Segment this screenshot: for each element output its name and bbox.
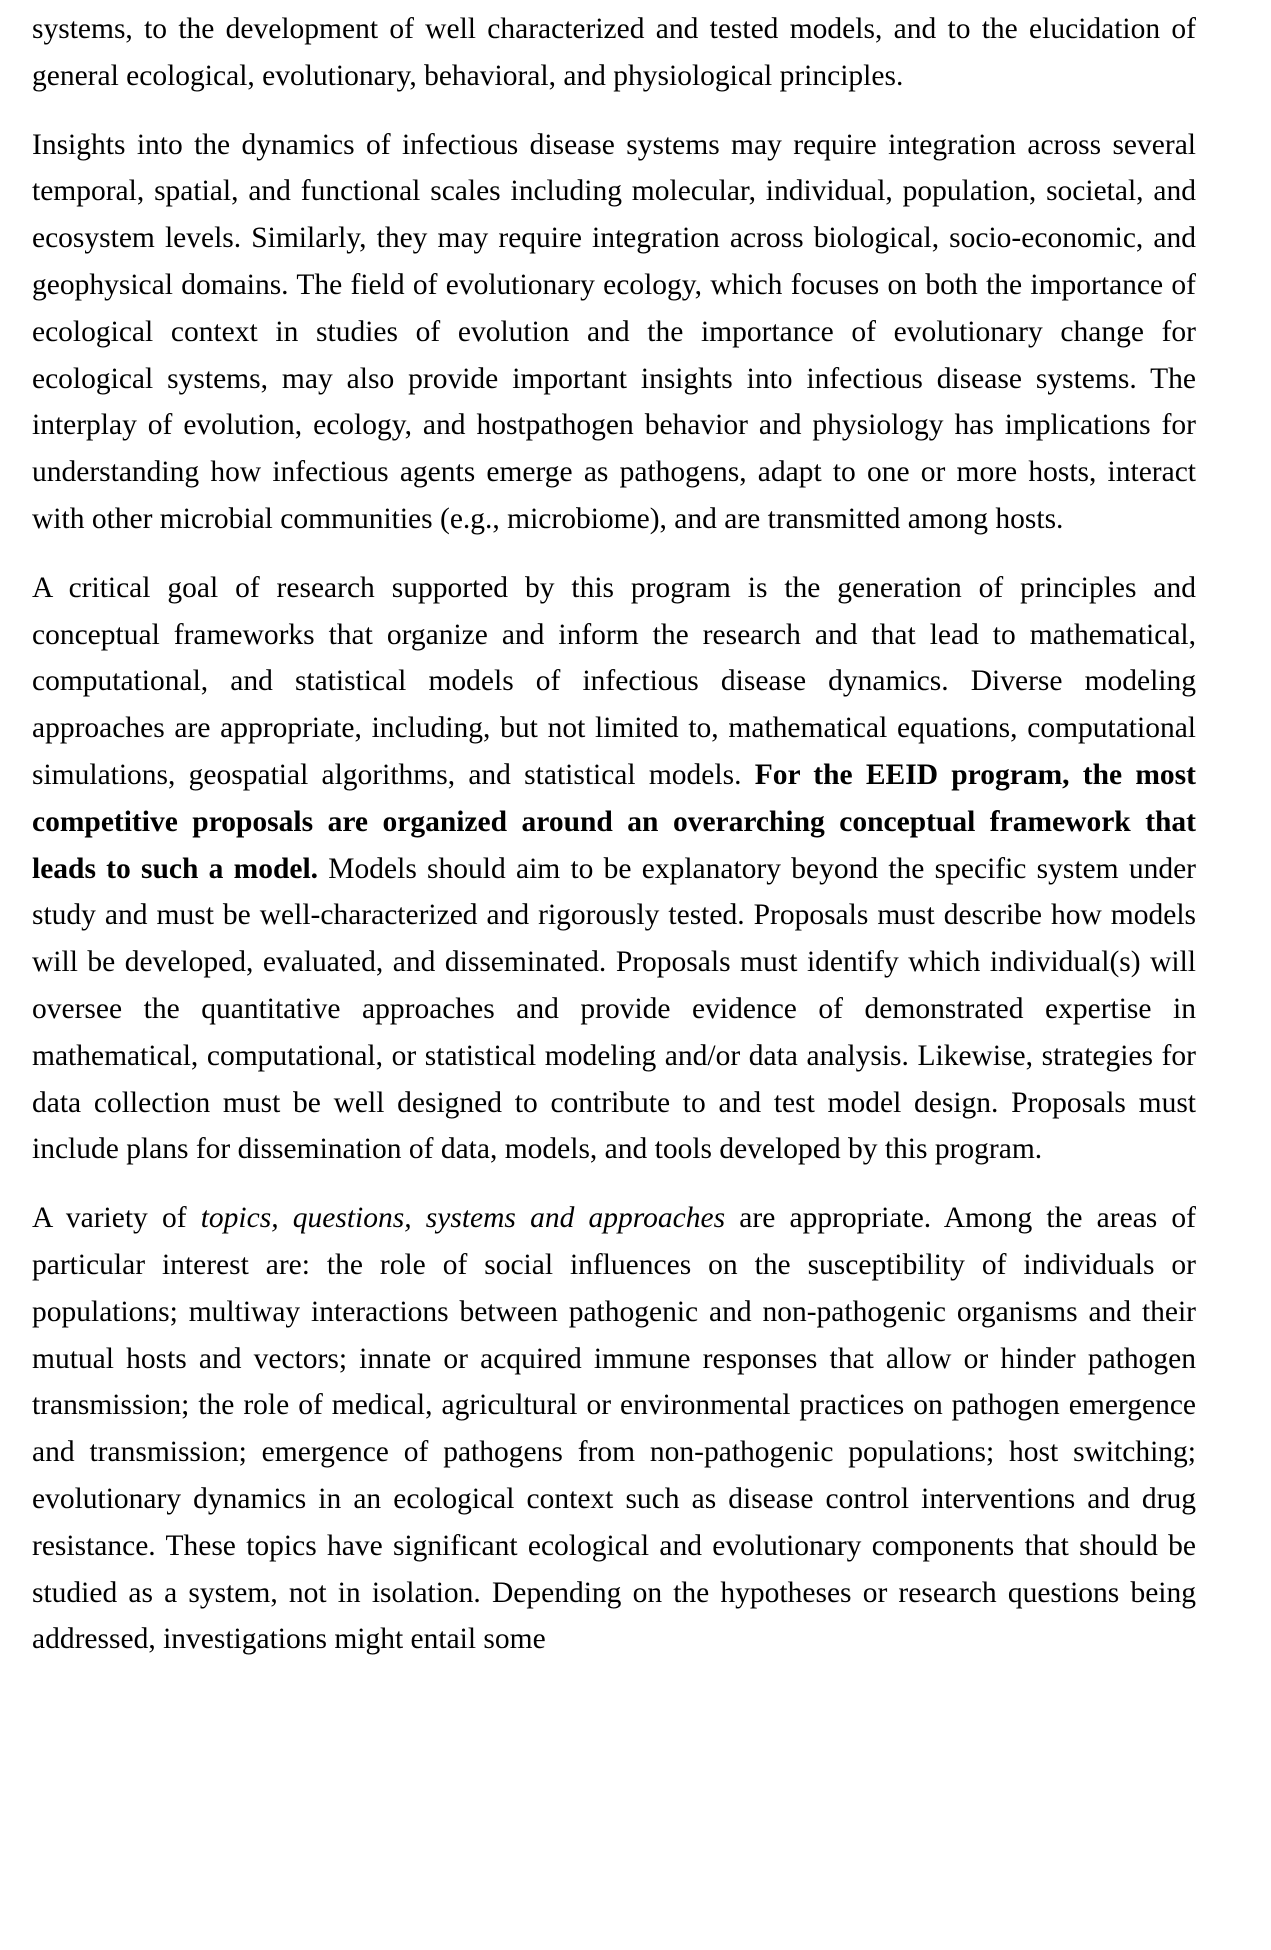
paragraph-text: Insights into the dynamics of infectious disease systems may require integration across several temporal, spatial, and functional scales including molecular, individual, population, societal, and ecosystem levels. Similarly, they may require integration across biological, socio-economic, and geophysical domains. The field of evolutionary ecology, which focuses on both the importance of ecological context in studies of evolution and the importance of evolutionary change for ecological systems, may also provide important insights into infectious disease systems. The interplay of evolution, ecology, and hostpathogen behavior and physiology has implications for understanding how infectious agents emerge as pathogens, adapt to one or more hosts, interact with other microbial communities (e.g., microbiome), and are transmitted among hosts. [32,128,1196,535]
paragraph-text: A variety of [32,1202,201,1235]
paragraph-insights [32,122,1196,543]
paragraph-topics [32,1195,1196,1663]
paragraph-italic-emphasis: topics, questions, systems and approaches [200,1202,726,1235]
paragraph-text: are appropriate. Among the areas of particular interest are: the role of social influences on the susceptibility of individuals or populations; multiway interactions between pathogenic and non-pathogenic organisms and their mutual hosts and vectors; innate or acquired immune responses that allow or hinder pathogen transmission; the role of medical, agricultural or environmental practices on pathogen emergence and transmission; emergence of pathogens from non-pathogenic populations; host switching; evolutionary dynamics in an ecological context such as disease control interventions and drug resistance. These topics have significant ecological and evolutionary components that should be studied as a system, not in isolation. Depending on the hypotheses or research questions being addressed, investigations might entail some [32,1202,1197,1656]
paragraph-text: systems, to the development of well characterized and tested models, and to the elucidation of general ecological, evolutionary, behavioral, and physiological principles. [32,13,1196,92]
paragraph-bold-emphasis: For the EEID program, the most competitive proposals are organized around an overarching conceptual framework that leads to such a model. [32,758,1196,885]
document-page [32,6,1196,1685]
paragraph-text: Models should aim to be explanatory beyond the specific system under study and must be well-characterized and rigorously tested. Proposals must describe how models will be developed, evaluated, and disseminated. Proposals must identify which individual(s) will oversee the quantitative approaches and provide evidence of demonstrated expertise in mathematical, computational, or statistical modeling and/or data analysis. Likewise, strategies for data collection must be well designed to contribute to and test model design. Proposals must include plans for dissemination of data, models, and tools developed by this program. [32,852,1196,1166]
paragraph-text: A critical goal of research supported by this program is the generation of principles and conceptual frameworks that organize and inform the research and that lead to mathematical, computational, and statistical models of infectious disease dynamics. Diverse modeling approaches are appropriate, including, but not limited to, mathematical equations, computational simulations, geospatial algorithms, and statistical models. [32,571,1196,791]
paragraph-intro-continuation [32,6,1196,100]
paragraph-critical-goal [32,565,1196,1173]
